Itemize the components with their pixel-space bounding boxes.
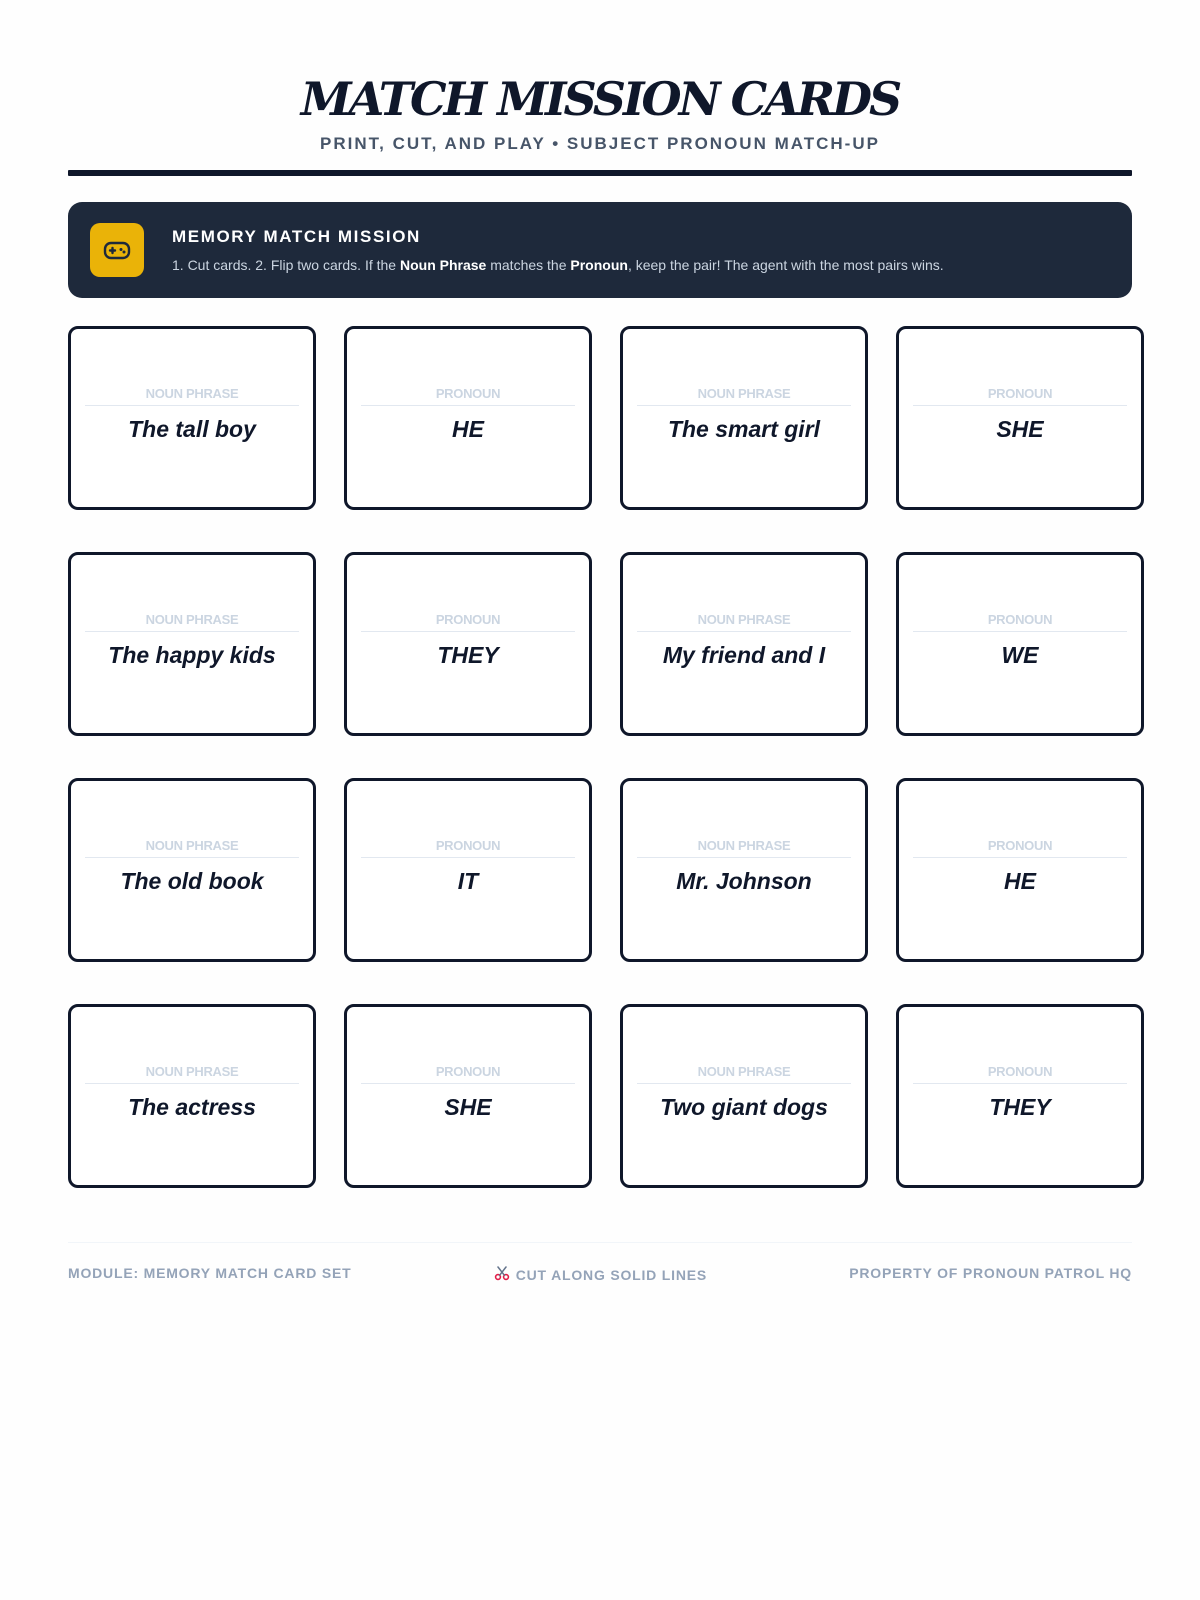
card-text: WE: [1001, 641, 1039, 668]
card-label: PRONOUN: [913, 1064, 1127, 1084]
mission-text: [172, 227, 944, 273]
footer-cut-note: [494, 1265, 707, 1284]
card-noun-phrase[interactable]: [620, 326, 868, 510]
card-noun-phrase[interactable]: [620, 1004, 868, 1188]
card-text: Mr. Johnson: [676, 867, 812, 894]
card-text: HE: [1004, 867, 1036, 894]
card-pronoun[interactable]: [896, 326, 1144, 510]
card-noun-phrase[interactable]: [68, 552, 316, 736]
page-title: MATCH MISSION CARDS: [300, 72, 900, 126]
card-text: THEY: [437, 641, 499, 668]
card-label: PRONOUN: [913, 838, 1127, 858]
card-pronoun[interactable]: [896, 778, 1144, 962]
card-text: The old book: [120, 867, 264, 894]
card-label: NOUN PHRASE: [85, 386, 299, 406]
card-pronoun[interactable]: [896, 552, 1144, 736]
card-label: NOUN PHRASE: [637, 838, 851, 858]
card-noun-phrase[interactable]: [68, 778, 316, 962]
mission-banner: [68, 202, 1132, 298]
card-label: NOUN PHRASE: [85, 838, 299, 858]
card-text: Two giant dogs: [660, 1093, 828, 1120]
card-label: PRONOUN: [913, 612, 1127, 632]
card-label: PRONOUN: [913, 386, 1127, 406]
card-noun-phrase[interactable]: [68, 1004, 316, 1188]
card-noun-phrase[interactable]: [620, 778, 868, 962]
footer-module: MODULE: MEMORY MATCH CARD SET: [68, 1265, 352, 1281]
card-pronoun[interactable]: [896, 1004, 1144, 1188]
card-text: THEY: [989, 1093, 1051, 1120]
card-label: PRONOUN: [361, 386, 575, 406]
card-noun-phrase[interactable]: [68, 326, 316, 510]
gamepad-icon: [90, 223, 144, 277]
card-text: The actress: [128, 1093, 256, 1120]
card-pronoun[interactable]: [344, 326, 592, 510]
card-label: NOUN PHRASE: [637, 612, 851, 632]
card-label: PRONOUN: [361, 838, 575, 858]
footer-property: PROPERTY OF PRONOUN PATROL HQ: [849, 1265, 1132, 1281]
card-label: NOUN PHRASE: [85, 1064, 299, 1084]
card-text: The happy kids: [108, 641, 276, 668]
page-footer: [68, 1242, 1132, 1284]
header-divider: [68, 170, 1132, 176]
instructions-part-2: matches the: [486, 257, 571, 273]
card-noun-phrase[interactable]: [620, 552, 868, 736]
card-text: SHE: [996, 415, 1044, 442]
instructions-part-1: 1. Cut cards. 2. Flip two cards. If the: [172, 257, 400, 273]
card-pronoun[interactable]: [344, 778, 592, 962]
card-text: SHE: [444, 1093, 492, 1120]
card-text: IT: [457, 867, 479, 894]
card-text: The tall boy: [128, 415, 256, 442]
card-text: HE: [452, 415, 484, 442]
card-text: My friend and I: [662, 641, 826, 668]
instructions-pronoun: Pronoun: [570, 257, 628, 273]
card-pronoun[interactable]: [344, 552, 592, 736]
card-label: PRONOUN: [361, 612, 575, 632]
card-label: NOUN PHRASE: [637, 386, 851, 406]
card-label: NOUN PHRASE: [637, 1064, 851, 1084]
mission-heading: MEMORY MATCH MISSION: [172, 227, 421, 246]
instructions-noun-phrase: Noun Phrase: [399, 257, 487, 273]
instructions-part-3: , keep the pair! The agent with the most pairs wins.: [627, 257, 944, 273]
card-grid: [68, 326, 1132, 1188]
card-label: NOUN PHRASE: [85, 612, 299, 632]
scissors-icon: [494, 1265, 510, 1284]
mission-instructions: [172, 257, 944, 273]
page-header: [68, 0, 1132, 176]
card-text: The smart girl: [667, 415, 821, 442]
page-subtitle: PRINT, CUT, AND PLAY • SUBJECT PRONOUN MATCH-UP: [320, 134, 880, 153]
card-pronoun[interactable]: [344, 1004, 592, 1188]
card-label: PRONOUN: [361, 1064, 575, 1084]
footer-cut-text: CUT ALONG SOLID LINES: [515, 1266, 708, 1283]
